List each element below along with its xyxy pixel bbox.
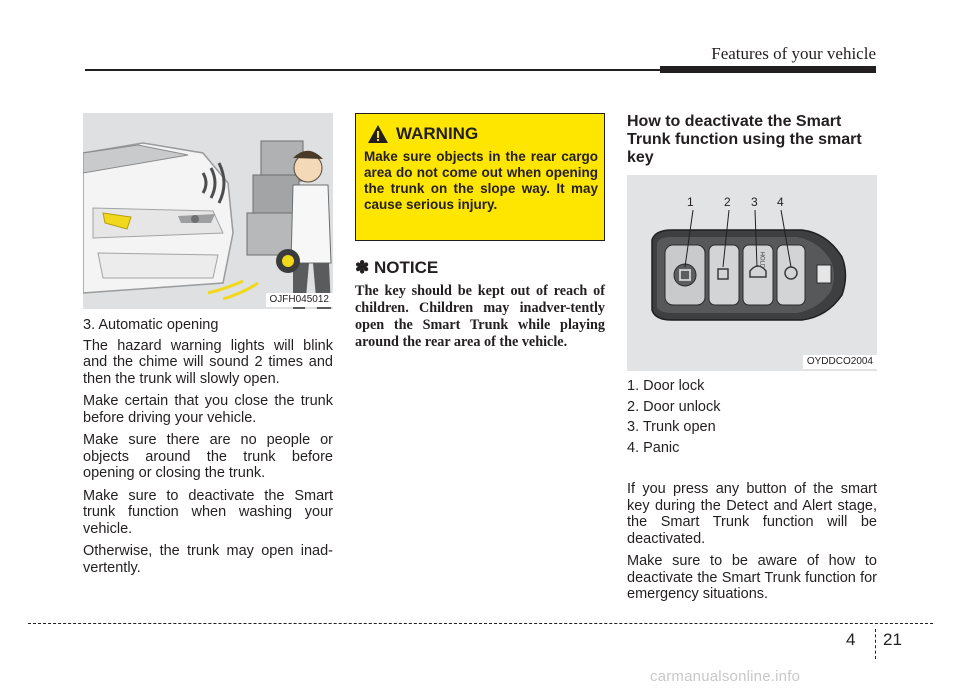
paragraph: Make sure to be aware of how to deactivate the Smart Trunk function for emergency situations. [627, 553, 877, 602]
notice-body: The key should be kept out of reach of children. Children may inadver-tently open the Smart Trunk while playing around the rear area of the vehicle. [355, 283, 605, 350]
warning-body: Make sure objects in the rear cargo area do not come out when opening the trunk on the slope way. It may cause serious injury. [364, 149, 598, 212]
paragraph: Make sure to deactivate the Smart trunk function when washing your vehicle. [83, 487, 333, 537]
figure-code: OYDDCO2004 [803, 355, 877, 369]
page-number: 21 [883, 630, 902, 649]
paragraph: Make sure there are no people or objects around the trunk before opening or closing the trunk. [83, 432, 333, 481]
trunk-opening-illustration [83, 113, 333, 309]
chapter-number: 4 [846, 630, 856, 649]
warning-triangle-icon [367, 124, 389, 144]
header-rule-accent [660, 66, 876, 73]
notice-title: ✽ NOTICE [355, 258, 439, 277]
warning-title: WARNING [396, 124, 479, 143]
paragraph: If you press any button of the smart key during the Detect and Alert stage, the Smart Trunk function will be deactivated. [627, 481, 877, 547]
section-title: Features of your vehicle [711, 44, 876, 63]
figure-code: OJFH045012 [266, 293, 333, 307]
paragraph: Make certain that you close the trunk before driving your vehicle. [83, 393, 333, 426]
callout-4: 4 [777, 195, 784, 209]
car-and-person-drawing [83, 113, 333, 309]
list-item: 1. Door lock [627, 378, 705, 394]
callout-1: 1 [687, 195, 694, 209]
list-item: 2. Door unlock [627, 398, 721, 415]
subsection-label: 3. Automatic opening [83, 317, 219, 333]
callout-3: 3 [751, 195, 758, 209]
button-list [627, 378, 877, 460]
hold-label: HOLD [758, 251, 765, 269]
callout-2: 2 [724, 195, 731, 209]
right-column-text [627, 481, 877, 603]
list-item: 3. Trunk open [627, 419, 716, 435]
list-item: 4. Panic [627, 439, 680, 456]
paragraph: Otherwise, the trunk may open inad-vertently. [83, 543, 333, 576]
page-number-divider [875, 629, 876, 659]
watermark: carmanualsonline.info [650, 668, 801, 685]
warning-box [355, 113, 605, 241]
smart-key-illustration [627, 175, 877, 371]
footer-rule [28, 623, 933, 624]
section-heading: How to deactivate the Smart Trunk function using the smart key [627, 113, 862, 166]
left-column-text [83, 317, 333, 576]
paragraph: The hazard warning lights will blink and the chime will sound 2 times and then the trunk will slowly open. [83, 337, 333, 387]
